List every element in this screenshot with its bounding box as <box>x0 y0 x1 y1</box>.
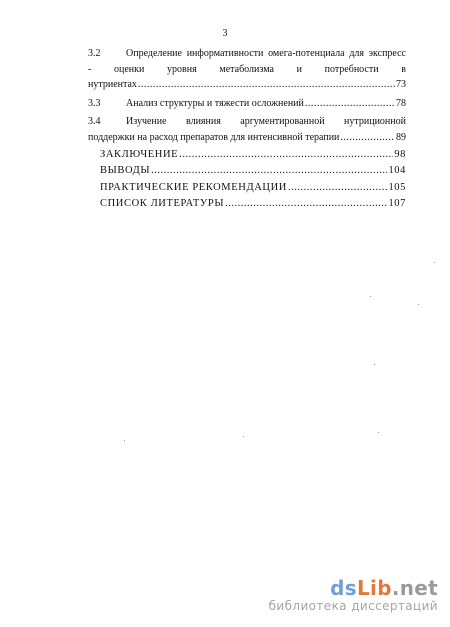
logo-part: .net <box>391 576 438 600</box>
toc-entry-title-line: Изучение влияния аргументированной нутриционной <box>126 116 406 128</box>
toc-entry-leader-line <box>100 196 406 212</box>
toc-entry-title-line: - оценки уровня метаболизма и потребности в <box>88 63 406 75</box>
dslib-watermark <box>269 577 438 613</box>
toc-entry-recommendations[interactable] <box>88 180 406 196</box>
scan-speck <box>378 432 379 433</box>
scan-speck <box>370 296 371 297</box>
toc-entry-leader-line <box>100 180 406 196</box>
dot-leader <box>340 130 395 146</box>
toc-page-number: 73 <box>396 79 406 91</box>
toc-entry-title: ПРАКТИЧЕСКИЕ РЕКОМЕНДАЦИИ <box>100 181 287 193</box>
toc-entry-title-line: Анализ структуры и тяжести осложнений <box>126 97 304 109</box>
toc-entry-title-line: нутриентах <box>88 79 137 91</box>
toc-page-number: 89 <box>396 131 406 143</box>
toc-entry-leader-line <box>126 96 406 112</box>
logo-part: ds <box>330 576 357 600</box>
toc-entry-title-line: поддержки на расход препаратов для интенсивной терапии <box>88 131 340 143</box>
dot-leader <box>151 163 387 179</box>
toc-entry-number: 3.4 <box>88 116 101 128</box>
toc-entry-3-2[interactable] <box>88 46 406 93</box>
table-of-contents <box>88 46 406 212</box>
toc-entry-title: СПИСОК ЛИТЕРАТУРЫ <box>100 198 225 210</box>
dslib-logo <box>269 577 438 599</box>
toc-entry-number: 3.3 <box>88 97 101 109</box>
toc-entry-leader-line <box>100 163 406 179</box>
dot-leader <box>138 77 395 93</box>
toc-entry-references[interactable] <box>88 196 406 212</box>
dot-leader <box>305 96 395 112</box>
dot-leader <box>179 147 393 163</box>
toc-entry-leader-line <box>88 130 406 146</box>
toc-entry-title: ЗАКЛЮЧЕНИЕ <box>100 148 179 160</box>
dot-leader <box>288 180 388 196</box>
dot-leader <box>225 196 387 212</box>
dslib-subtitle: библиотека диссертаций <box>268 599 438 613</box>
scan-speck <box>243 436 244 437</box>
toc-page-number: 105 <box>388 181 406 193</box>
toc-page-number: 104 <box>388 165 406 177</box>
scan-speck <box>124 440 125 441</box>
toc-entry-title: ВЫВОДЫ <box>100 165 151 177</box>
toc-entry-number: 3.2 <box>88 48 101 59</box>
toc-page-number: 98 <box>394 148 406 160</box>
page-number: 3 <box>222 28 228 39</box>
scan-speck <box>418 304 419 305</box>
scan-speck <box>434 262 435 263</box>
toc-entry-leader-line <box>88 77 406 93</box>
toc-entry-conclusion[interactable] <box>88 147 406 163</box>
toc-entry-findings[interactable] <box>88 163 406 179</box>
logo-part: Lib <box>357 576 392 600</box>
toc-entry-leader-line <box>100 147 406 163</box>
toc-entry-3-3[interactable] <box>88 96 406 112</box>
toc-entry-3-4[interactable] <box>88 114 406 145</box>
toc-page-number: 78 <box>396 97 406 109</box>
scan-speck <box>374 364 375 365</box>
toc-page-number: 107 <box>388 198 406 210</box>
toc-entry-title-line: Определение информативности омега-потенциала для экспресс <box>126 48 406 59</box>
